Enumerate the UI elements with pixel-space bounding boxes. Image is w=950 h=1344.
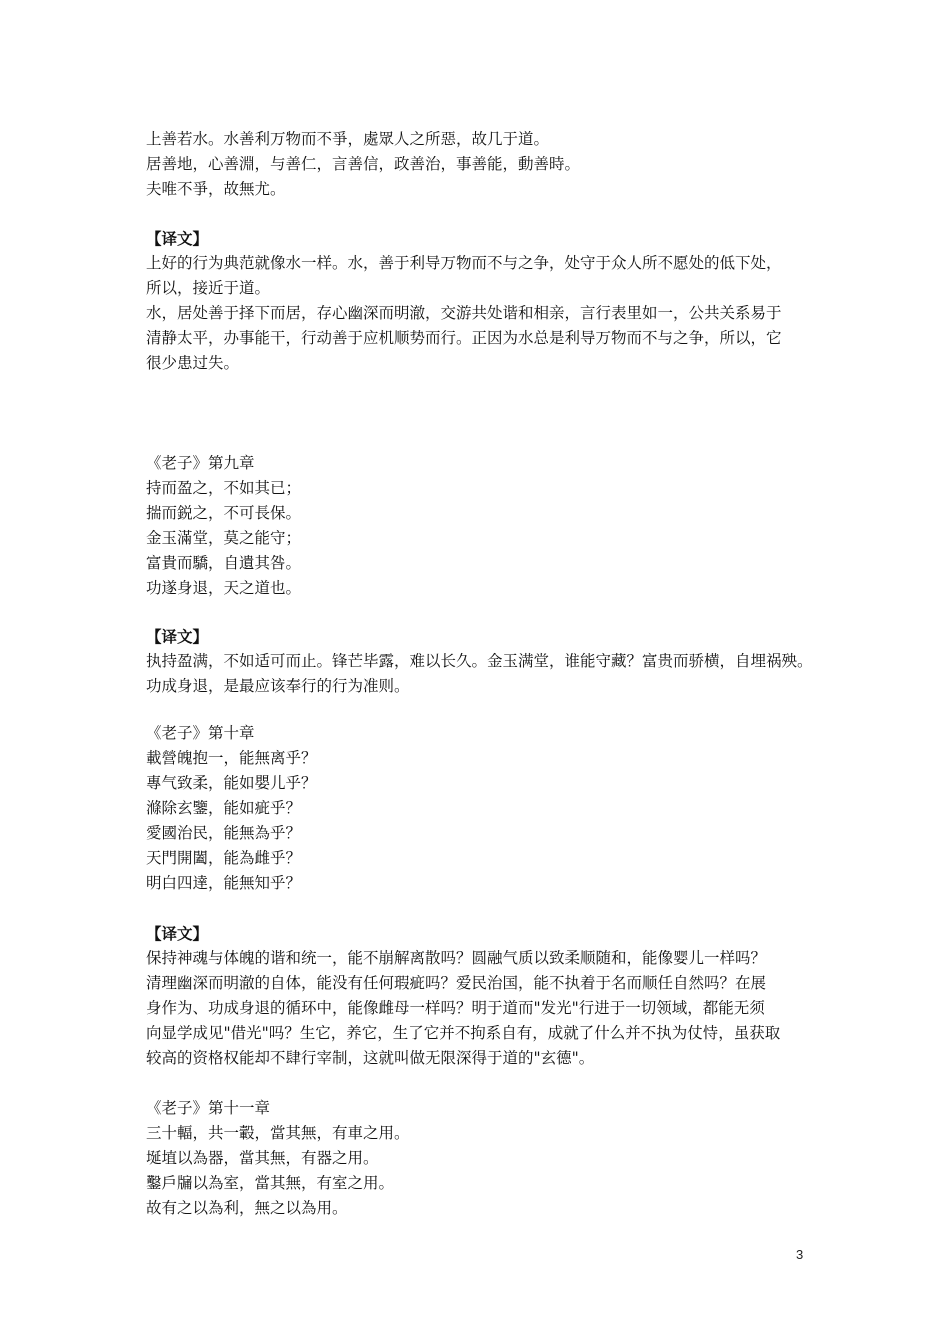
text-line: 故有之以為利，無之以為用。 [146, 1199, 348, 1217]
text-line: 功遂身退，天之道也。 [146, 579, 302, 597]
text-line: 很少患过失。 [146, 354, 240, 372]
page-number: 3 [796, 1247, 804, 1262]
text-line: 所以，接近于道。 [146, 279, 271, 297]
text-line: 清理幽深而明澈的自体，能没有任何瑕疵吗？爱民治国，能不执着于名而顺任自然吗？在展 [146, 974, 767, 992]
chapter-9-translation [146, 624, 836, 699]
chapter-10-translation [146, 921, 836, 1071]
text-line: 滌除玄鑒，能如疵乎？ [146, 799, 302, 817]
translation-heading: 【译文】 [146, 627, 209, 646]
text-line: 身作为、功成身退的循环中，能像雌母一样吗？明于道而"发光"行进于一切领域，都能无须 [146, 999, 765, 1017]
text-line: 載營魄抱一，能無离乎？ [146, 749, 317, 767]
text-line: 上善若水。水善利万物而不爭，處眾人之所惡，故几于道。 [146, 130, 550, 148]
text-line: 居善地，心善淵，与善仁，言善信，政善治，事善能，動善時。 [146, 155, 581, 173]
chapter-title: 《老子》第九章 [146, 454, 255, 472]
text-line: 埏埴以為器，當其無，有器之用。 [146, 1149, 379, 1167]
translation-heading: 【译文】 [146, 924, 209, 943]
translation-heading: 【译文】 [146, 229, 209, 248]
text-line: 较高的资格权能却不肆行宰制，这就叫做无限深得于道的"玄德"。 [146, 1049, 595, 1067]
text-line: 愛國治民，能無為乎？ [146, 824, 302, 842]
text-line: 向显学成见"借光"吗？生它，养它，生了它并不拘系自有，成就了什么并不执为仗恃，虽获取 [146, 1024, 781, 1042]
text-line: 持而盈之，不如其已； [146, 479, 302, 497]
chapter-8-translation [146, 226, 836, 376]
text-line: 保持神魂与体魄的谐和统一，能不崩解离散吗？圆融气质以致柔顺随和，能像婴儿一样吗？ [146, 949, 767, 967]
text-line: 清静太平，办事能干，行动善于应机顺势而行。正因为水总是利导万物而不与之争，所以，它 [146, 329, 782, 347]
text-line: 明白四達，能無知乎？ [146, 874, 302, 892]
chapter-11-text [146, 1096, 836, 1221]
text-line: 專气致柔，能如嬰儿乎？ [146, 774, 317, 792]
text-line: 揣而鋭之，不可長保。 [146, 504, 302, 522]
chapter-title: 《老子》第十章 [146, 724, 255, 742]
text-line: 富貴而驕，自遺其咎。 [146, 554, 302, 572]
text-line: 功成身退，是最应该奉行的行为准则。 [146, 677, 410, 695]
chapter-8-text [146, 127, 836, 202]
chapter-title: 《老子》第十一章 [146, 1099, 271, 1117]
text-line: 三十輻，共一轂，當其無，有車之用。 [146, 1124, 410, 1142]
chapter-9-text [146, 451, 836, 601]
text-line: 执持盈满，不如适可而止。锋芒毕露，难以长久。金玉满堂，谁能守藏？富贵而骄横，自埋祸殃。 [146, 652, 813, 670]
text-line: 夫唯不爭，故無尤。 [146, 180, 286, 198]
text-line: 鑿戶牖以為室，當其無，有室之用。 [146, 1174, 395, 1192]
text-line: 天門開闔，能為雌乎？ [146, 849, 302, 867]
text-line: 水，居处善于择下而居，存心幽深而明澈，交游共处谐和相亲，言行表里如一，公共关系易于 [146, 304, 782, 322]
chapter-10-text [146, 721, 836, 896]
text-line: 上好的行为典范就像水一样。水，善于利导万物而不与之争，处守于众人所不愿处的低下处， [146, 254, 782, 272]
text-line: 金玉滿堂，莫之能守； [146, 529, 302, 547]
